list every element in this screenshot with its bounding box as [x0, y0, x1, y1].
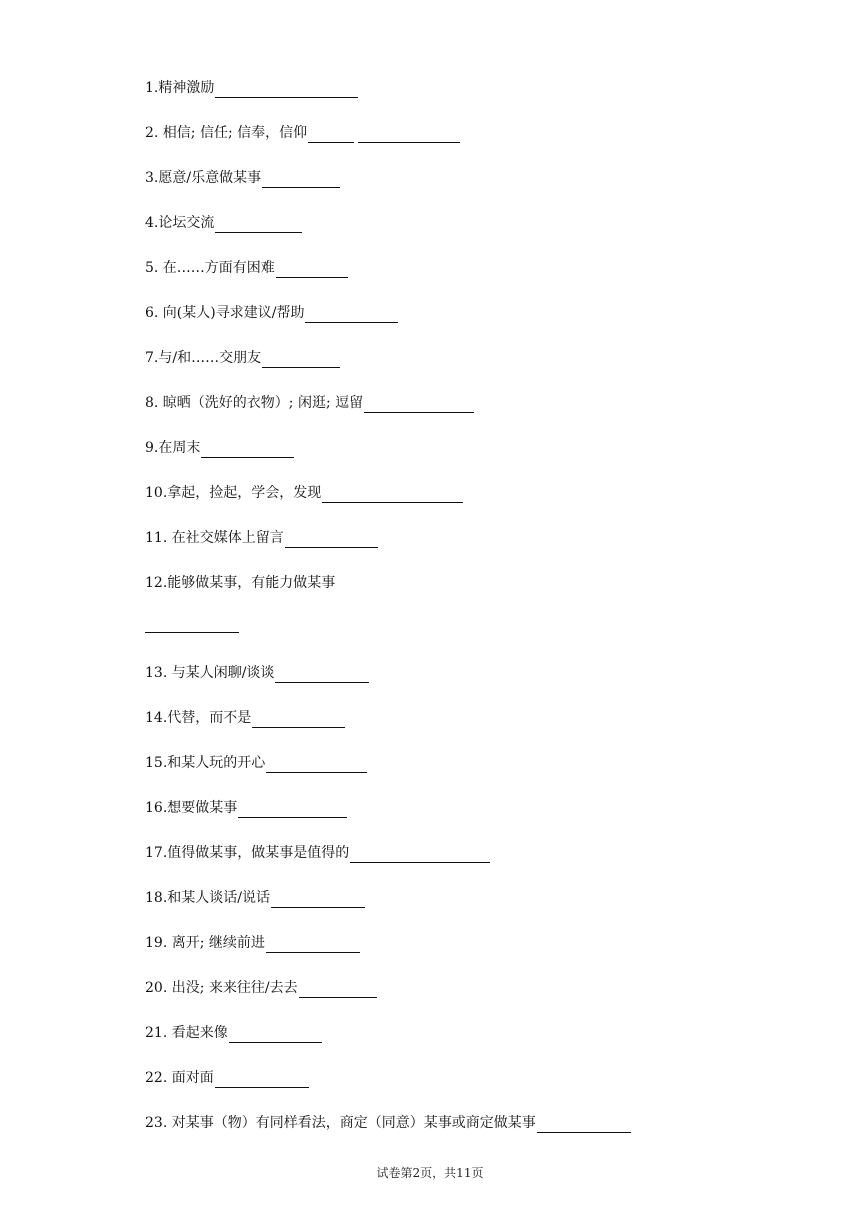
answer-blank[interactable]	[276, 263, 348, 278]
item-text: 20. 出没; 来来往往/去去	[145, 980, 298, 996]
item-text: 10.拿起，捡起，学会，发现	[145, 485, 322, 501]
list-item	[145, 1113, 631, 1133]
list-item	[145, 708, 345, 728]
item-text: 23. 对某事（物）有同样看法，商定（同意）某事或商定做某事	[145, 1115, 536, 1131]
answer-blank[interactable]	[266, 938, 360, 953]
answer-blank[interactable]	[308, 128, 354, 143]
answer-blank[interactable]	[215, 218, 302, 233]
list-item	[145, 393, 474, 413]
list-item	[145, 348, 340, 368]
list-item	[145, 573, 335, 593]
list-item	[145, 978, 377, 998]
list-item	[145, 258, 348, 278]
list-item	[145, 123, 460, 143]
list-item	[145, 438, 294, 458]
answer-blank[interactable]	[262, 353, 340, 368]
list-item	[145, 528, 378, 548]
answer-blank[interactable]	[285, 533, 378, 548]
item-text: 21. 看起来像	[145, 1025, 228, 1041]
list-item	[145, 1023, 322, 1043]
answer-blank[interactable]	[215, 1073, 309, 1088]
list-item-continuation	[145, 618, 239, 633]
answer-blank[interactable]	[252, 713, 345, 728]
answer-blank[interactable]	[201, 443, 294, 458]
list-item	[145, 213, 302, 233]
list-item	[145, 168, 340, 188]
list-item	[145, 303, 398, 323]
item-text: 3.愿意/乐意做某事	[145, 170, 262, 186]
item-text: 9.在周末	[145, 440, 201, 456]
item-text: 5. 在……方面有困难	[145, 260, 275, 276]
answer-blank[interactable]	[537, 1118, 631, 1133]
answer-blank[interactable]	[271, 893, 365, 908]
item-text: 15.和某人玩的开心	[145, 755, 266, 771]
item-text: 11. 在社交媒体上留言	[145, 530, 284, 546]
answer-blank[interactable]	[238, 803, 347, 818]
item-text: 2. 相信; 信任; 信奉，信仰	[145, 125, 308, 141]
list-item	[145, 888, 365, 908]
page-footer: 试卷第2页，共11页	[376, 1166, 484, 1180]
answer-blank[interactable]	[229, 1028, 322, 1043]
answer-blank[interactable]	[322, 488, 463, 503]
item-text: 18.和某人谈话/说话	[145, 890, 270, 906]
list-item	[145, 843, 490, 863]
list-item	[145, 798, 347, 818]
answer-blank[interactable]	[299, 983, 377, 998]
list-item	[145, 483, 463, 503]
answer-blank[interactable]	[275, 668, 369, 683]
item-text: 16.想要做某事	[145, 800, 238, 816]
item-text: 19. 离开; 继续前进	[145, 935, 265, 951]
answer-blank[interactable]	[262, 173, 340, 188]
list-item	[145, 933, 360, 953]
item-text: 6. 向(某人)寻求建议/帮助	[145, 305, 305, 321]
item-text: 7.与/和……交朋友	[145, 350, 262, 366]
item-text: 22. 面对面	[145, 1070, 214, 1086]
answer-blank[interactable]	[364, 398, 474, 413]
answer-blank[interactable]	[350, 848, 490, 863]
answer-blank[interactable]	[266, 758, 367, 773]
answer-blank[interactable]	[358, 128, 460, 143]
item-text: 4.论坛交流	[145, 215, 215, 231]
item-text: 12.能够做某事，有能力做某事	[145, 575, 336, 591]
item-text: 8. 晾晒（洗好的衣物）; 闲逛; 逗留	[145, 395, 364, 411]
item-text: 1.精神激励	[145, 80, 215, 96]
answer-blank[interactable]	[305, 308, 398, 323]
item-text: 14.代替，而不是	[145, 710, 252, 726]
answer-blank[interactable]	[145, 618, 239, 633]
list-item	[145, 1068, 309, 1088]
item-text: 17.值得做某事，做某事是值得的	[145, 845, 350, 861]
list-item	[145, 78, 358, 98]
list-item	[145, 663, 369, 683]
item-text: 13. 与某人闲聊/谈谈	[145, 665, 275, 681]
list-item	[145, 753, 367, 773]
answer-blank[interactable]	[215, 83, 358, 98]
